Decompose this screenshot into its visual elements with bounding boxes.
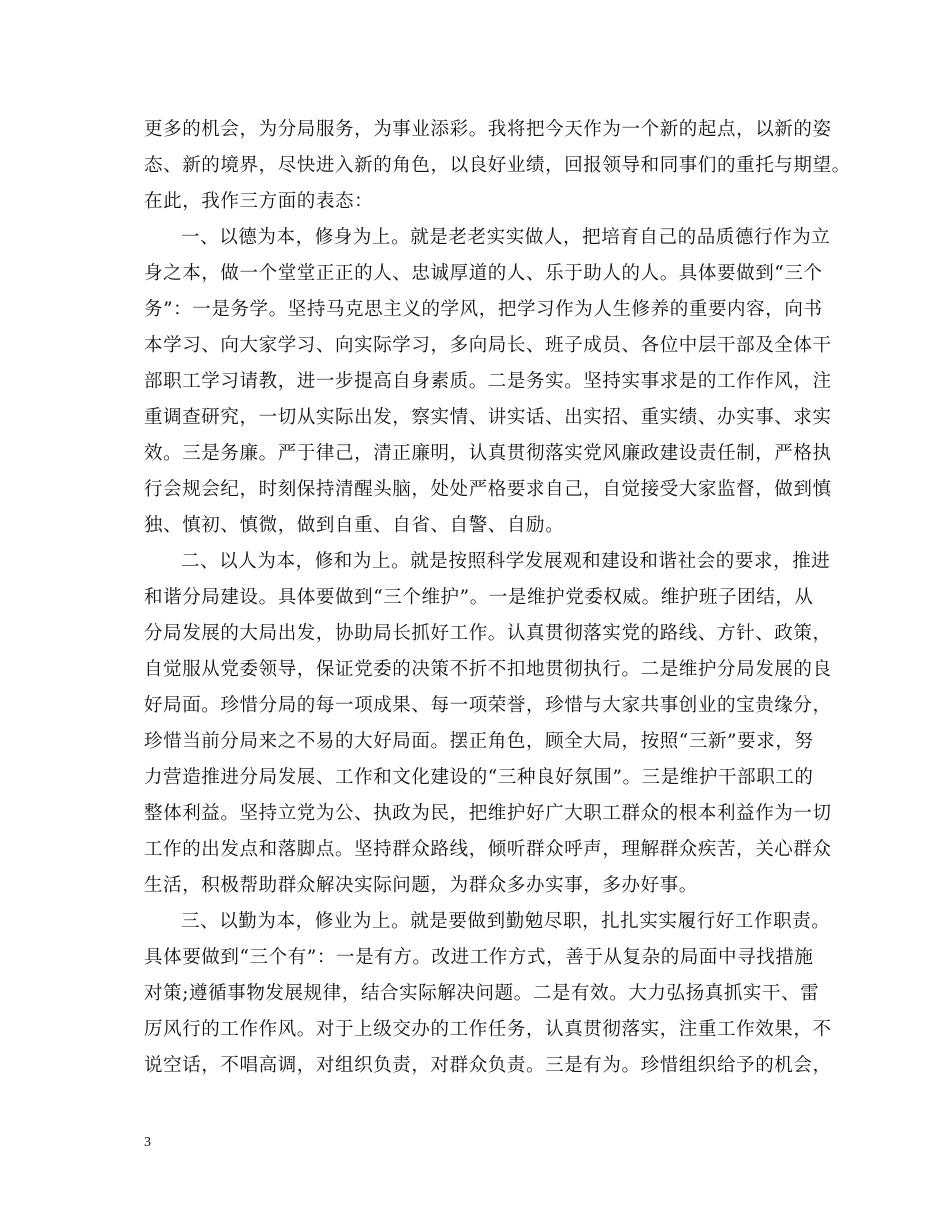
paragraph-one-first-line: 一、以德为本，修身为上。就是老老实实做人，把培育自己的品质德行作为立	[181, 227, 831, 248]
text-line: 在此，我作三方面的表态：	[144, 191, 374, 212]
text-line: 厉风行的工作作风。对于上级交办的工作任务，认真贯彻落实，注重工作效果，不	[144, 1019, 832, 1040]
text-line: 具体要做到“三个有”：一是有方。改进工作方式，善于从复杂的局面中寻找措施	[144, 947, 814, 968]
body-text	[144, 112, 851, 1084]
text-line: 整体利益。坚持立党为公、执政为民，把维护好广大职工群众的根本利益作为一切	[144, 803, 832, 824]
paragraph-two-first-line: 二、以人为本，修和为上。就是按照科学发展观和建设和谐社会的要求，推进	[181, 551, 831, 572]
text-line: 和谐分局建设。具体要做到“三个维护”。一是维护党委权威。维护班子团结，从	[144, 587, 814, 608]
text-line: 重调查研究，一切从实际出发，察实情、讲实话、出实招、重实绩、办实事、求实	[144, 407, 832, 428]
text-line: 自觉服从党委领导，保证党委的决策不折不扣地贯彻执行。二是维护分局发展的良	[144, 659, 832, 680]
text-line: 本学习、向大家学习、向实际学习，多向局长、班子成员、各位中层干部及全体干	[144, 335, 832, 356]
page-number: 3	[144, 1135, 151, 1150]
text-line: 珍惜当前分局来之不易的大好局面。摆正角色，顾全大局，按照“三新”要求，努	[144, 731, 814, 752]
text-line: 效。三是务廉。严于律己，清正廉明，认真贯彻落实党风廉政建设责任制，严格执	[144, 443, 832, 464]
text-line: 生活，积极帮助群众解决实际问题，为群众多办实事，多办好事。	[144, 875, 698, 896]
text-line: 态、新的境界，尽快进入新的角色，以良好业绩，回报领导和同事们的重托与期望。	[144, 155, 851, 176]
text-line: 行会规会纪，时刻保持清醒头脑，处处严格要求自己，自觉接受大家监督，做到慎	[144, 479, 832, 500]
text-line: 好局面。珍惜分局的每一项成果、每一项荣誉，珍惜与大家共事创业的宝贵缘分，	[144, 695, 832, 716]
text-line: 力营造推进分局发展、工作和文化建设的“三种良好氛围”。三是维护干部职工的	[144, 767, 814, 788]
paragraph-three-first-line: 三、以勤为本，修业为上。就是要做到勤勉尽职，扎扎实实履行好工作职责。	[181, 911, 831, 932]
text-line: 身之本，做一个堂堂正正的人、忠诚厚道的人、乐于助人的人。具体要做到“三个	[144, 263, 823, 284]
text-line: 部职工学习请教，进一步提高自身素质。二是务实。坚持实事求是的工作作风，注	[144, 371, 832, 392]
text-line: 对策;遵循事物发展规律，结合实际解决问题。二是有效。大力弘扬真抓实干、雷	[144, 983, 820, 1004]
text-line: 说空话，不唱高调，对组织负责，对群众负责。三是有为。珍惜组织给予的机会，	[144, 1055, 832, 1076]
text-line: 独、慎初、慎微，做到自重、自省、自警、自励。	[144, 515, 565, 536]
text-line: 务”：一是务学。坚持马克思主义的学风，把学习作为人生修养的重要内容，向书	[144, 299, 823, 320]
text-line: 更多的机会，为分局服务，为事业添彩。我将把今天作为一个新的起点，以新的姿	[144, 119, 832, 140]
text-line: 分局发展的大局出发，协助局长抓好工作。认真贯彻落实党的路线、方针、政策，	[144, 623, 832, 644]
text-line: 工作的出发点和落脚点。坚持群众路线，倾听群众呼声，理解群众疾苦，关心群众	[144, 839, 832, 860]
